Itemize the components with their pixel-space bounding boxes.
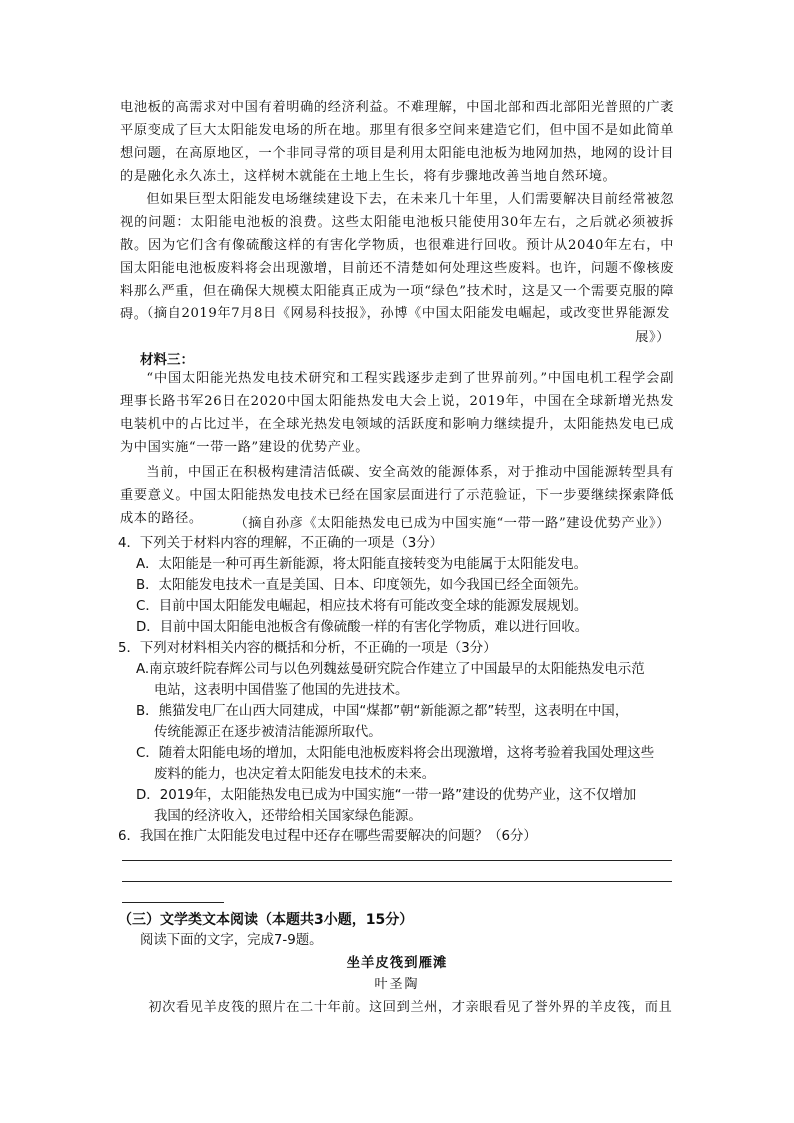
- question-5-option-d-line-1: D．2019年，太阳能热发电已成为中国实施“一带一路”建设的优势产业，这不仅增加: [136, 788, 637, 803]
- question-5-option-c: [118, 743, 678, 785]
- question-5-option-c-line-1: C．随着太阳能电场的增加，太阳能电池板废料将会出现激增，这将考验着我国处理这些: [136, 746, 655, 761]
- article-author: 叶圣陶: [374, 977, 420, 992]
- question-5-option-a: [118, 659, 678, 701]
- question-4-stem: 4．下列关于材料内容的理解，不正确的一项是（3分）: [118, 536, 444, 551]
- material2-paragraph-1: 电池板的高需求对中国有着明确的经济利益。不难理解，中国北部和西北部阳光普照的广袤平原变成了巨大太阳能发电场的所在地。那里有很多空间来建造它们，但中国不是如此简单想问题，在高原地区，一个非同寻常的项目是利用太阳能电池板为地网加热，地网的设计目的是融化永久冻土，这样树木就能在土地上生长，将有步骤地改善当地自然环境。: [120, 100, 674, 184]
- question-4: [118, 533, 678, 638]
- question-5-option-a-line-2: 电站，这表明中国借鉴了他国的先进技术。: [154, 683, 409, 698]
- question-6: [118, 826, 678, 847]
- question-6-stem: 6．我国在推广太阳能发电过程中还存在哪些需要解决的问题？（6分）: [118, 829, 537, 844]
- material2-text: [120, 96, 674, 326]
- question-5-option-c-line-2: 废料的能力，也决定着太阳能发电技术的未来。: [154, 767, 436, 782]
- question-5-option-d-line-2: 我国的经济收入，还带给相关国家绿色能源。: [154, 809, 422, 824]
- question-4-option-c: C．目前中国太阳能发电崛起，相应技术将有可能改变全球的能源发展规划。: [136, 599, 588, 614]
- question-5-stem: 5．下列对材料相关内容的概括和分析，不正确的一项是（3分）: [118, 641, 497, 656]
- material3-heading: 材料三：: [140, 352, 194, 368]
- material3-source: （摘自孙彦《太阳能热发电已成为中国实施“一带一路”建设优势产业》）: [234, 516, 670, 531]
- section-3-heading: （三）文学类文本阅读（本题共3小题，15分）: [118, 912, 414, 928]
- question-4-option-b: B．太阳能发电技术一直是美国、日本、印度领先，如今我国已经全面领先。: [136, 578, 588, 593]
- question-5-option-d: [118, 785, 678, 827]
- material3-text: [120, 367, 674, 530]
- question-5-option-b-line-2: 传统能源正在逐步被清洁能源所取代。: [154, 725, 382, 740]
- question-5-option-b: [118, 701, 678, 743]
- material3-paragraph-1: “中国太阳能光热发电技术研究和工程实践逐步走到了世界前列。”中国电机工程学会副理事长路书军26日在2020中国太阳能热发电大会上说，2019年，中国在全球新增光热发电装机中的占比过半，在全球光热发电领域的活跃度和影响力继续提升，太阳能热发电已成为中国实施“一带一路”建设的优势产业。: [120, 371, 674, 455]
- answer-line-3[interactable]: [122, 902, 224, 903]
- material3-paragraph-2: 当前，中国正在积极构建清洁低碳、安全高效的能源体系，对于推动中国能源转型具有重要意义。中国太阳能热发电技术已经在国家层面进行了示范验证，下一步要继续探索降低成本的路径。: [120, 465, 674, 526]
- question-5: [118, 638, 678, 827]
- question-5-option-b-line-1: B．熊猫发电厂在山西大同建成，中国“煤都”朝“新能源之都”转型，这表明在中国，: [136, 704, 629, 719]
- question-4-option-d: D．目前中国太阳能电池板含有像硫酸一样的有害化学物质，难以进行回收。: [136, 620, 589, 635]
- answer-line-2[interactable]: [122, 881, 672, 882]
- article-title: 坐羊皮筏到雁滩: [346, 955, 448, 971]
- section-3-instruction: 阅读下面的文字，完成7-9题。: [140, 933, 323, 948]
- material2-source: （摘自2019年7月8日《网易科技报》，孙博《中国太阳能发电崛起，或改变世界能源发展》）: [140, 306, 670, 345]
- answer-line-1[interactable]: [122, 860, 672, 861]
- question-4-option-a: A．太阳能是一种可再生新能源，将太阳能直接转变为电能属于太阳能发电。: [136, 557, 588, 572]
- question-5-option-a-line-1: A.南京玻纤院春辉公司与以色列魏兹曼研究院合作建立了中国最早的太阳能热发电示范: [136, 662, 645, 677]
- material2-paragraph-2: 但如果巨型太阳能发电场继续建设下去，在未来几十年里，人们需要解决目前经常被忽视的问题：太阳能电池板的浪费。这些太阳能电池板只能使用30年左右，之后就必须被拆散。因为它们含有像硫酸这样的有害化学物质，也很难进行回收。预计从2040年左右，中国太阳能电池板废料将会出现激增，目前还不清楚如何处理这些废料。也许，问题不像核废料那么严重，但在确保大规模太阳能真正成为一项“绿色”技术时，这是又一个需要克服的障碍。: [120, 192, 674, 322]
- article-first-line: 初次看见羊皮筏的照片在二十年前。这回到兰州，才亲眼看见了誉外界的羊皮筏，而且: [148, 1000, 673, 1015]
